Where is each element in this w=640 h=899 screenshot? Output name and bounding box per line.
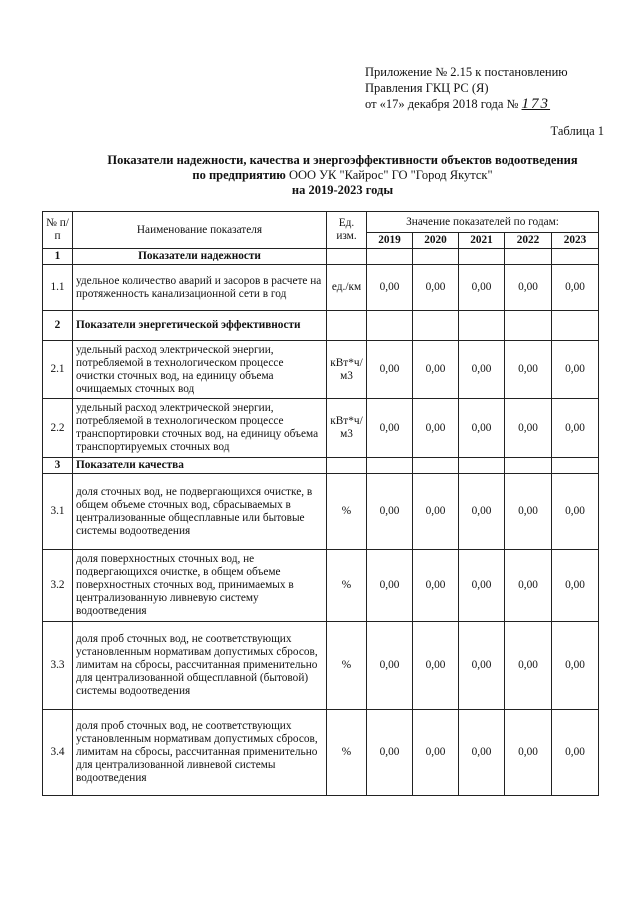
- row-indicator-name: доля сточных вод, не подвергающихся очистке, в общем объеме сточных вод, сбрасываемых в централизованные общесплавные или бытовые системы водоотведения: [73, 474, 327, 550]
- header-year: 2022: [505, 233, 552, 249]
- title-line-2-bold: по предприятию: [192, 168, 286, 182]
- row-unit: %: [327, 550, 367, 622]
- table-label: Таблица 1: [550, 124, 604, 138]
- title-line-3: на 2019-2023 годы: [291, 183, 394, 197]
- row-value: 0,00: [367, 550, 413, 622]
- section-value-empty: [459, 311, 505, 341]
- section-unit-empty: [327, 311, 367, 341]
- section-value-empty: [459, 458, 505, 474]
- document-title: [95, 153, 590, 198]
- row-value: 0,00: [505, 265, 552, 311]
- row-value: 0,00: [459, 550, 505, 622]
- row-value: 0,00: [552, 550, 599, 622]
- section-value-empty: [505, 311, 552, 341]
- section-value-empty: [505, 458, 552, 474]
- section-value-empty: [413, 249, 459, 265]
- row-num: 3.1: [43, 474, 73, 550]
- table-row: [43, 341, 599, 399]
- section-value-empty: [552, 311, 599, 341]
- row-value: 0,00: [459, 710, 505, 796]
- header-num: № п/п: [43, 212, 73, 249]
- table-row: [43, 710, 599, 796]
- section-value-empty: [367, 249, 413, 265]
- header-values-group: Значение показателей по годам:: [367, 212, 599, 233]
- row-indicator-name: доля поверхностных сточных вод, не подвергающихся очистке, в общем объеме поверхностных сточных вод, принимаемых в централизованную ливневую систему водоотведения: [73, 550, 327, 622]
- row-value: 0,00: [413, 622, 459, 710]
- row-indicator-name: доля проб сточных вод, не соответствующих установленным нормативам допустимых сбросов, лимитам на сбросы, рассчитанная применительно для централизованной общесплавной (бытовой) системы водоотведения: [73, 622, 327, 710]
- section-title: Показатели энергетической эффективности: [73, 311, 327, 341]
- row-unit: %: [327, 474, 367, 550]
- row-num: 2.2: [43, 399, 73, 458]
- row-value: 0,00: [552, 399, 599, 458]
- row-unit: %: [327, 710, 367, 796]
- section-title: Показатели качества: [73, 458, 327, 474]
- row-value: 0,00: [367, 622, 413, 710]
- row-value: 0,00: [413, 710, 459, 796]
- row-unit: кВт*ч/м3: [327, 341, 367, 399]
- row-value: 0,00: [505, 710, 552, 796]
- table-row: [43, 399, 599, 458]
- title-line-2: [95, 168, 590, 183]
- section-value-empty: [505, 249, 552, 265]
- row-value: 0,00: [552, 710, 599, 796]
- row-value: 0,00: [367, 341, 413, 399]
- row-indicator-name: удельный расход электрической энергии, потребляемой в технологическом процессе транспортировки сточных вод, на единицу объема транспортируемых сточных вод: [73, 399, 327, 458]
- table-row: [43, 474, 599, 550]
- section-num: 2: [43, 311, 73, 341]
- row-unit: ед./км: [327, 265, 367, 311]
- section-row: [43, 249, 599, 265]
- section-title: Показатели надежности: [73, 249, 327, 265]
- appendix-date: от «17» декабря 2018 года №: [365, 97, 519, 111]
- row-value: 0,00: [459, 265, 505, 311]
- appendix-line-2: Правления ГКЦ РС (Я): [365, 81, 489, 95]
- table-row: [43, 622, 599, 710]
- row-value: 0,00: [552, 341, 599, 399]
- section-row: [43, 311, 599, 341]
- row-value: 0,00: [505, 474, 552, 550]
- appendix-line-1: Приложение № 2.15 к постановлению: [365, 65, 568, 79]
- table-row: [43, 550, 599, 622]
- row-value: 0,00: [413, 399, 459, 458]
- section-value-empty: [552, 458, 599, 474]
- row-value: 0,00: [505, 341, 552, 399]
- row-indicator-name: удельное количество аварий и засоров в расчете на протяженность канализационной сети в год: [73, 265, 327, 311]
- row-value: 0,00: [413, 265, 459, 311]
- row-value: 0,00: [413, 341, 459, 399]
- header-row-1: [43, 212, 599, 233]
- row-value: 0,00: [505, 622, 552, 710]
- row-unit: %: [327, 622, 367, 710]
- row-value: 0,00: [367, 265, 413, 311]
- header-year: 2023: [552, 233, 599, 249]
- indicators-table: [42, 211, 599, 796]
- header-year: 2020: [413, 233, 459, 249]
- row-value: 0,00: [552, 474, 599, 550]
- section-value-empty: [367, 458, 413, 474]
- row-value: 0,00: [413, 550, 459, 622]
- section-row: [43, 458, 599, 474]
- row-value: 0,00: [505, 550, 552, 622]
- row-value: 0,00: [505, 399, 552, 458]
- section-num: 1: [43, 249, 73, 265]
- section-unit-empty: [327, 249, 367, 265]
- section-unit-empty: [327, 458, 367, 474]
- row-value: 0,00: [367, 474, 413, 550]
- row-value: 0,00: [459, 622, 505, 710]
- row-num: 3.4: [43, 710, 73, 796]
- row-num: 2.1: [43, 341, 73, 399]
- appendix-line-3: [365, 96, 568, 112]
- row-unit: кВт*ч/м3: [327, 399, 367, 458]
- header-year: 2021: [459, 233, 505, 249]
- section-value-empty: [459, 249, 505, 265]
- header-name: Наименование показателя: [73, 212, 327, 249]
- section-value-empty: [413, 311, 459, 341]
- row-num: 1.1: [43, 265, 73, 311]
- table-row: [43, 265, 599, 311]
- appendix-reference: [365, 64, 568, 112]
- section-value-empty: [367, 311, 413, 341]
- row-value: 0,00: [552, 265, 599, 311]
- row-indicator-name: удельный расход электрической энергии, потребляемой в технологическом процессе очистки сточных вод, на единицу объема очищаемых сточных вод: [73, 341, 327, 399]
- row-value: 0,00: [459, 399, 505, 458]
- header-unit: Ед. изм.: [327, 212, 367, 249]
- row-value: 0,00: [367, 399, 413, 458]
- section-value-empty: [552, 249, 599, 265]
- row-value: 0,00: [459, 474, 505, 550]
- section-num: 3: [43, 458, 73, 474]
- header-year: 2019: [367, 233, 413, 249]
- row-value: 0,00: [459, 341, 505, 399]
- title-organization: ООО УК "Кайрос" ГО "Город Якутск": [288, 168, 493, 182]
- section-value-empty: [413, 458, 459, 474]
- row-value: 0,00: [367, 710, 413, 796]
- row-value: 0,00: [552, 622, 599, 710]
- title-line-1: Показатели надежности, качества и энергоэффективности объектов водоотведения: [107, 153, 578, 167]
- row-indicator-name: доля проб сточных вод, не соответствующих установленным нормативам допустимых сбросов, лимитам на сбросы, рассчитанная применительно для централизованной ливневой системы водоотведения: [73, 710, 327, 796]
- row-num: 3.2: [43, 550, 73, 622]
- row-num: 3.3: [43, 622, 73, 710]
- appendix-handwritten-number: 173: [521, 96, 551, 112]
- row-value: 0,00: [413, 474, 459, 550]
